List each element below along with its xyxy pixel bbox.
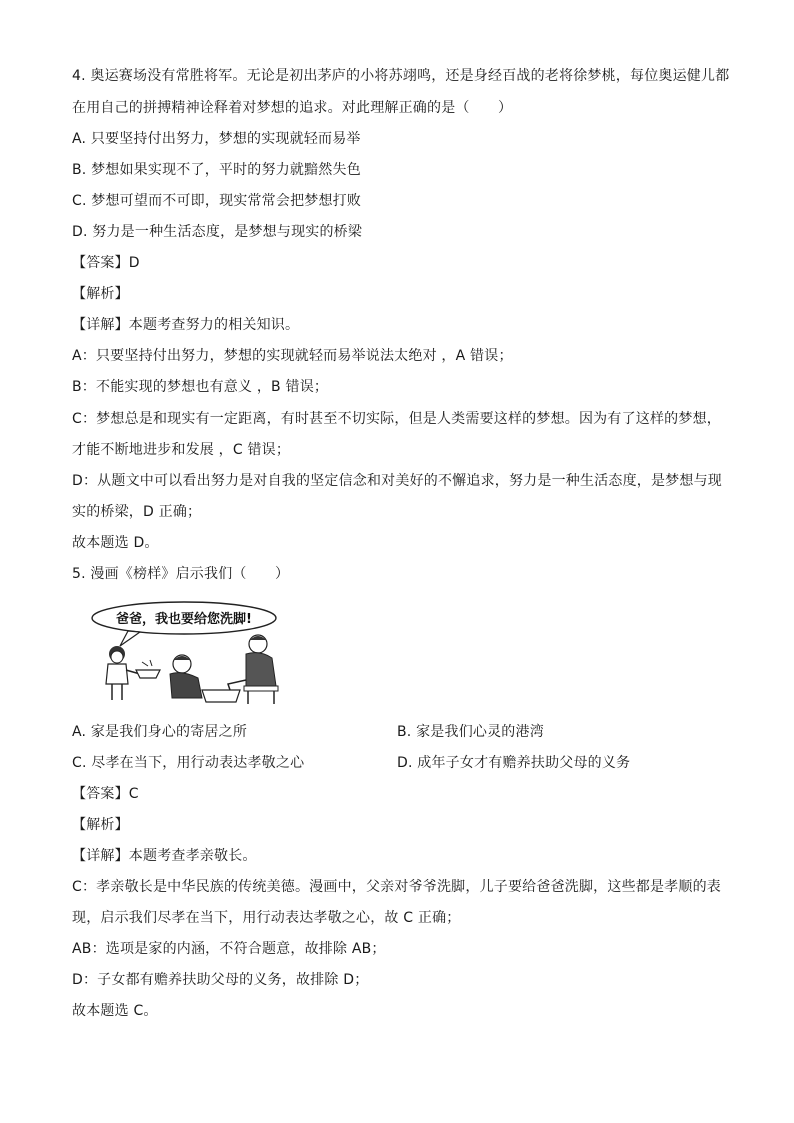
q4-explain-c-line-2: 才能不断地进步和发展 ，C 错误； (72, 442, 291, 458)
q4-explain-b: B：不能实现的梦想也有意义 ，B 错误； (72, 379, 329, 395)
q4-explain-d-line-2: 实的桥梁，D 正确； (72, 504, 202, 520)
q4-explain-a: A：只要坚持付出努力，梦想的实现就轻而易举说法太绝对 ，A 错误； (72, 348, 513, 364)
q5-detail: 【详解】本题考查孝亲敬长。 (72, 848, 257, 864)
q4-conclusion: 故本题选 D。 (72, 535, 159, 551)
q5-explain-c-line-2: 现，启示我们尽孝在当下，用行动表达孝敬之心，故 C 正确； (72, 910, 461, 926)
q4-stem-line-2: 在用自己的拼搏精神诠释着对梦想的追求。对此理解正确的是（ ） (72, 100, 513, 116)
q4-stem-line-1: 4. 奥运赛场没有常胜将军。无论是初出茅庐的小将苏翊鸣，还是身经百战的老将徐梦桃，每位奥运健儿都 (72, 68, 730, 84)
cartoon-caption: 爸爸，我也要给您洗脚! (116, 612, 252, 627)
q5-analysis-label: 【解析】 (72, 817, 129, 833)
q5-option-d: D. 成年子女才有赡养扶助父母的义务 (397, 755, 631, 771)
q4-option-a: A. 只要坚持付出努力，梦想的实现就轻而易举 (72, 131, 361, 147)
q4-option-c: C. 梦想可望而不可即，现实常常会把梦想打败 (72, 193, 362, 209)
q5-option-a: A. 家是我们身心的寄居之所 (72, 724, 248, 740)
cartoon-image (90, 600, 290, 710)
q4-explain-c-line-1: C：梦想总是和现实有一定距离，有时甚至不切实际，但是人类需要这样的梦想。因为有了这样的梦想， (72, 411, 721, 427)
q5-explain-c-line-1: C：孝亲敬长是中华民族的传统美德。漫画中，父亲对爷爷洗脚，儿子要给爸爸洗脚，这些都是孝顺的表 (72, 879, 721, 895)
q4-answer: 【答案】D (72, 255, 140, 271)
q4-detail: 【详解】本题考查努力的相关知识。 (72, 317, 300, 333)
q4-option-b: B. 梦想如果实现不了，平时的努力就黯然失色 (72, 162, 361, 178)
q5-option-c: C. 尽孝在当下，用行动表达孝敬之心 (72, 755, 305, 771)
q5-conclusion: 故本题选 C。 (72, 1003, 158, 1019)
q4-analysis-label: 【解析】 (72, 286, 129, 302)
q5-option-b: B. 家是我们心灵的港湾 (397, 724, 544, 740)
q5-stem: 5. 漫画《榜样》启示我们（ ） (72, 566, 290, 582)
q5-explain-d: D：子女都有赡养扶助父母的义务，故排除 D； (72, 972, 369, 988)
q4-option-d: D. 努力是一种生活态度，是梦想与现实的桥梁 (72, 224, 363, 240)
q5-explain-ab: AB：选项是家的内涵，不符合题意，故排除 AB； (72, 941, 386, 957)
q4-explain-d-line-1: D：从题文中可以看出努力是对自我的坚定信念和对美好的不懈追求，努力是一种生活态度，是梦想与现 (72, 473, 722, 489)
q5-answer: 【答案】C (72, 786, 139, 802)
